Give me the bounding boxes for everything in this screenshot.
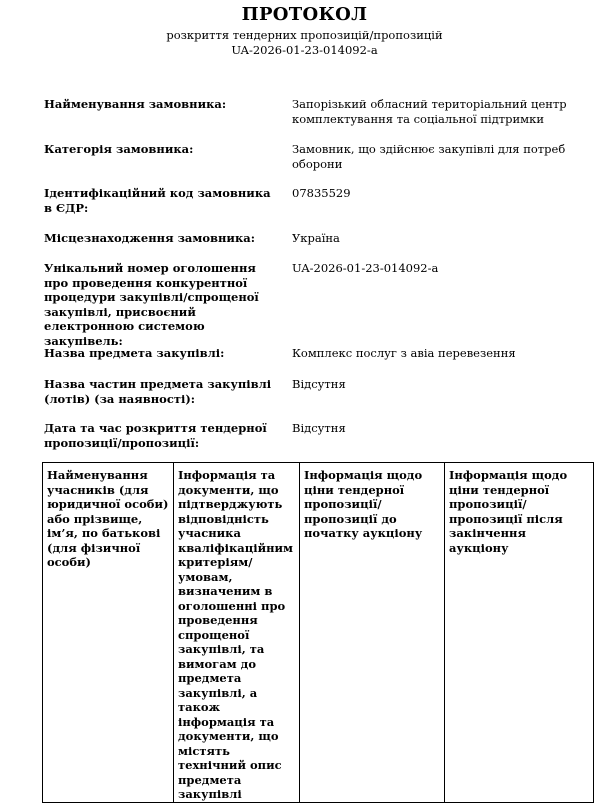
header-qualification-documents: Інформація та документи, що підтверджують відповідність учасника кваліфікаційним критеріям/умовам, визначеним в оголошенні про проведення спрощеної закупівлі, та вимогам до предмета закупівлі, а також інформація та документи, що містять технічний опис предмета закупівлі — [174, 463, 300, 803]
info-value: 07835529 — [292, 186, 351, 200]
info-value: Відсутня — [292, 377, 346, 391]
document-title: ПРОТОКОЛ — [241, 4, 368, 25]
info-label: Категорія замовника: — [44, 142, 194, 156]
participants-table — [42, 462, 594, 803]
header-price-after-auction: Інформація щодо ціни тендерної пропозиції/пропозиції після закінчення аукціону — [445, 463, 594, 803]
info-value: Комплекс послуг з авіа перевезення — [292, 346, 516, 360]
info-label: Назва предмета закупівлі: — [44, 346, 225, 360]
header-price-before-auction: Інформація щодо ціни тендерної пропозиції/пропозиції до початку аукціону — [300, 463, 445, 803]
info-label: Унікальний номер оголошення про проведення конкурентної процедури закупівлі/спрощеної закупівлі, присвоєний електронною системою закупівель: — [44, 261, 259, 348]
document-id: UA-2026-01-23-014092-a — [231, 43, 378, 57]
table-header-row — [43, 463, 594, 803]
header-participant-names: Найменування учасників (для юридичної особи) або прізвище, ім’я, по батькові (для фізичної особи) — [43, 463, 174, 803]
info-value: Замовник, що здійснює закупівлі для потреб оборони — [292, 142, 566, 171]
info-label: Назва частин предмета закупівлі (лотів) (за наявності): — [44, 377, 272, 406]
info-value: UA-2026-01-23-014092-a — [292, 261, 439, 275]
info-value: Україна — [292, 231, 340, 245]
info-label: Дата та час розкриття тендерної пропозиції/пропозиції: — [44, 421, 267, 450]
info-value: Запорізький обласний територіальний центр комплектування та соціальної підтримки — [292, 97, 567, 126]
info-label: Найменування замовника: — [44, 97, 227, 111]
info-label: Місцезнаходження замовника: — [44, 231, 255, 245]
document-subtitle: розкриття тендерних пропозицій/пропозицій — [166, 28, 443, 42]
info-label: Ідентифікаційний код замовника в ЄДР: — [44, 186, 271, 215]
info-value: Відсутня — [292, 421, 346, 435]
